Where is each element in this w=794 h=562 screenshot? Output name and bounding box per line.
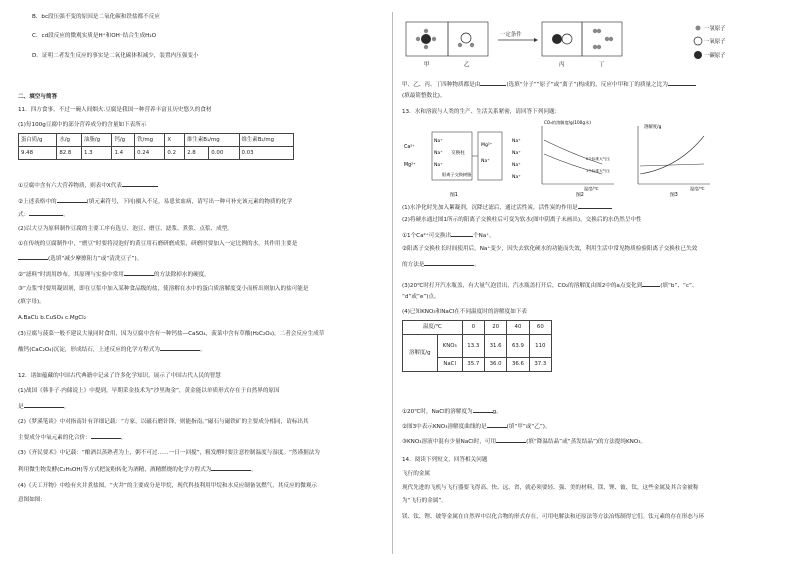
ion-na-out: Na⁺ (481, 159, 490, 164)
table-cell: 0.24 (135, 147, 165, 160)
q13-2: (2)将硬水通过图1所示的阳离子交换柱后可变为软水(图中阴离子未画出)，交换后的水仍然呈中性 (402, 217, 642, 223)
q14-title: 飞行的金属 (402, 471, 430, 477)
table-header-cell: 铁/mg (135, 134, 165, 147)
q12-3-period: 。 (251, 467, 257, 473)
q13-4b-text-b: (填“甲”或“乙”)。 (506, 424, 551, 430)
q13-2c: ②阳离子交换柱长时间使用后，Na⁺变少，因失去软化硬水的功能而失效，利用生活中常见物质检验阳离子交换柱已失效 (402, 246, 698, 252)
legend-oxygen: 一氧原子 (704, 39, 726, 45)
legend-hydrogen-icon (696, 26, 701, 31)
answer-blank[interactable] (29, 210, 63, 216)
answer-blank[interactable] (451, 231, 473, 237)
q11-6-line2 (18, 299, 45, 306)
left-column (18, 0, 384, 562)
oxygen-atom-icon (461, 33, 471, 43)
table-cell: 1.3 (81, 147, 111, 160)
hydrogen-atom-icon (609, 37, 613, 41)
ion-na-out: Na⁺ (512, 151, 521, 156)
fig2-title: CO₂的溶解度/g(100g水) (544, 120, 591, 125)
q13-4: (4)已知KNO₃和NaCl在不同温度时的溶解度如下表 (402, 309, 527, 315)
q11-7-period: 。 (199, 347, 206, 353)
q13-3 (402, 281, 697, 290)
q13-4c-text-b: (填“降温结晶”或“蒸发结晶”)的方法提纯KNO₃。 (526, 439, 647, 445)
q13-2a-text-b: 个Na⁺。 (473, 233, 495, 239)
hydrogen-atom-icon (605, 37, 609, 41)
table-cell: 溶解度/g (403, 335, 438, 372)
table-header-cell: 水/g (57, 134, 82, 147)
q12-2: (2)《梦溪笔谈》中对指南针有详细记载：“方家，以磁石磨针锋，则能指南。”磁石与磁铁矿的主要成分相同，请标出其 (18, 419, 309, 425)
carbon-atom-icon (552, 34, 562, 44)
q11-1-text: ①豆腐中含有六大营养物质，则表中X代表 (18, 183, 122, 189)
answer-blank[interactable] (668, 80, 696, 86)
nutrition-table (18, 133, 294, 160)
hydrogen-atom-icon (432, 37, 436, 41)
answer-blank[interactable] (24, 402, 64, 408)
ion-na: Na⁺ (434, 163, 443, 168)
q12-3: (3)《齐民要术》中记载：“酿酒以蒸熟者为上，粥不可过……一日一回搅”，粗发酵时要注意控制温度与湿度。“然谨据法为 (18, 450, 320, 456)
q11-7-text-b: 酸钙(CaC₂O₄)沉淀，形成结石，上述反应的化学方程式为 (18, 347, 160, 353)
hydrogen-atom-icon (593, 29, 597, 33)
ion-mg: Mg²⁺ (404, 163, 416, 168)
answer-blank[interactable] (160, 345, 200, 351)
answer-blank[interactable] (18, 254, 48, 260)
q11-table-caption: (1)每100g豆腐中的部分营养成分的含量如下表所示 (18, 122, 147, 128)
table-cell: 13.3 (462, 335, 484, 358)
table-header-cell: 蛋白质/g (19, 134, 57, 147)
answer-blank[interactable] (578, 203, 612, 209)
fig3-label: 图3 (670, 193, 678, 198)
table-cell: 35.7 (462, 358, 484, 372)
legend-hydrogen: 一氢原子 (704, 26, 726, 32)
table-cell: 31.6 (484, 335, 506, 358)
q11-5 (18, 270, 210, 279)
label-ding: 丁 (599, 62, 605, 68)
q12-1-line2 (18, 402, 69, 411)
condition-label: 一定条件 (500, 32, 522, 38)
hydrogen-atom-icon (597, 45, 601, 49)
q14-intro: 14．阅读下列短文，回答相关问题 (402, 457, 488, 463)
q13-4c (402, 437, 646, 446)
q12-2-text-b: 主要成分中氧元素的化合价： (18, 435, 91, 441)
q13-2d (402, 260, 480, 269)
answer-blank[interactable] (122, 181, 158, 187)
ion-na: Na⁺ (434, 151, 443, 156)
fig3-xlabel: 温度/℃ (690, 186, 705, 191)
fig1-label: 图1 (450, 193, 458, 198)
ion-mg-out: Mg²⁺ (481, 143, 493, 148)
curve-label-2atm: 2个标准大气压 (586, 157, 610, 161)
curve-label-1atm: 1个标准大气压 (586, 169, 610, 173)
exchange-column-label: 交换柱 (451, 151, 465, 156)
text-b: (选填“分子”“原子”或“离子”)构成的，反应中甲和丁的质量之比为 (506, 82, 668, 88)
q12-intro: 12．诸如蕴藏的中国古代典籍中记录了许多化学知识，展示了中国古代人民的智慧 (18, 373, 221, 379)
q11-2-period: 。 (63, 212, 69, 218)
table-cell: 36.6 (507, 358, 529, 372)
table-header-cell: 维生素B₂/mg (239, 134, 293, 147)
legend-carbon-icon (694, 51, 702, 59)
q14-paragraph-1: 现代先进的飞机与飞行器要飞得高、快、远、省，就必须要轻、强、美的材料，镁、锂、铍、钛，这些金属及其合金被称 (402, 485, 699, 491)
label-jia: 甲 (424, 62, 430, 68)
q13-2a (402, 231, 495, 240)
answer-blank[interactable] (57, 197, 87, 203)
q14-paragraph-1-line2: 为“飞行的金属”。 (402, 498, 447, 504)
q13-4b (402, 422, 551, 431)
q13-2d-text: 的方法是 (402, 262, 425, 268)
table-cell: 0.00 (209, 147, 239, 160)
answer-blank[interactable] (473, 407, 493, 413)
table-cell: 0.2 (165, 147, 185, 160)
right-column (402, 0, 778, 562)
hydrogen-atom-icon (597, 29, 601, 33)
legend-oxygen-icon (694, 37, 702, 45)
q11-2-text: ②上述表格中的 (18, 199, 57, 205)
q13-2d-period: 。 (474, 262, 480, 268)
legend-carbon: 一碳原子 (704, 53, 726, 59)
table-cell: NaCl (437, 358, 462, 372)
answer-blank[interactable] (496, 437, 526, 443)
q13-4b-text: ②图3中表示KNO₃溶解度曲线的是 (402, 424, 487, 430)
q12-1: (1)战国《韩非子·内储说上》中提到，早期采金技术为“沙里淘金”，黄金能以单质形式存在于自然界的原因 (18, 388, 280, 394)
q11-6: ③“点浆”时要用凝固剂，即在豆浆中加入某种食品级的盐，使溶解在水中的蛋白质溶解度变小而析出则加入的盐可能是 (18, 286, 309, 292)
label-bing: 丙 (559, 62, 565, 68)
q11-2-text-b: (填元素符号，下同)摄入不足，易患贫血病，请写出一种可补充该元素的物质的化学 (86, 199, 293, 205)
q13-3-line2: “d”或“e”)点。 (402, 294, 440, 300)
q13-4a-unit: g。 (492, 409, 502, 415)
q11-intro: 11．四方食事，不过一碗人间烟火.豆腐是我国一种营养丰富且历史悠久的食材 (18, 107, 212, 113)
box-ding (582, 22, 622, 56)
carbon-atom-icon (421, 34, 431, 44)
reaction-arrow-head (534, 38, 538, 42)
q13-1 (402, 203, 612, 212)
ion-na-out: Na⁺ (512, 175, 521, 180)
answer-blank[interactable] (480, 80, 506, 86)
q13-4a-text: ①20℃时，NaCl的溶解度为 (402, 409, 473, 415)
q11-7-line2 (18, 345, 206, 354)
q11-5-text: ②“滤料”时需用纱布，其原理与实验中常用 (18, 272, 124, 278)
table-cell: 110 (529, 335, 551, 358)
q11-2-line2 (18, 210, 69, 219)
q13-3-text: (3)20℃时打开汽水瓶盖，有大量气泡冒出，汽水瓶盖打开后，CO₂的溶解度由图2中的a点变化到 (402, 283, 643, 289)
table-cell: 9.48 (19, 147, 57, 160)
fig2-xlabel: 温度/℃ (584, 186, 599, 191)
table-cell: 60 (529, 321, 551, 335)
curve-yi (640, 164, 704, 166)
q13-4c-text: ③KNO₃溶液中混有少量NaCl时，可用 (402, 439, 497, 445)
exchanger-right (478, 132, 502, 180)
q11-6-text-b: (填字母)。 (18, 299, 45, 305)
q13-2a-text: ①1个Ca²⁺可交换出 (402, 233, 452, 239)
q12-4-line2: 意图如图： (18, 497, 46, 503)
table-cell: 1.4 (112, 147, 135, 160)
q11-1 (18, 181, 158, 190)
table-cell: 40 (507, 321, 529, 335)
q11-2 (18, 197, 292, 206)
q11-2-text-c: 式： (18, 212, 30, 218)
q13-figures (402, 118, 778, 200)
q11-4: ①在传统的豆腐制作中，“磨豆”时要将浸泡好的黄豆用石磨研磨成浆，研磨时要加入一定比例的水，其作用主要是 (18, 241, 298, 247)
q11-options: A.BaCl₂ b.CuSO₄ c.MgCl₂ (18, 315, 86, 321)
table-header-cell: 油脂/g (81, 134, 111, 147)
answer-blank[interactable] (487, 422, 507, 428)
ion-na-out: Na⁺ (512, 139, 521, 144)
table-header-cell: X (165, 134, 185, 147)
solubility-table (402, 320, 552, 372)
q14-paragraph-2: 镁、钛、锂、铍等金属在自然界中以化合物的形式存在，可用电解法和还原法等方法冶炼制得它们。钛元素的存在形态与环 (402, 514, 705, 520)
table-row (403, 335, 552, 358)
table-cell: 0 (462, 321, 484, 335)
answer-blank[interactable] (424, 260, 474, 266)
table-row (403, 321, 552, 335)
q11-3: (2)以大豆为原料制作豆腐的主要工序有选豆、泡豆、磨豆、滤浆、煮浆、点浆、成型。 (18, 226, 233, 232)
q13-intro: 13．水和溶液与人类的生产、生活关系紧密，请回答下列问题： (402, 109, 561, 115)
q11-5-text-b: 的方法除掉水的硬度。 (153, 272, 210, 278)
q12-2-line2 (18, 433, 126, 442)
column-divider (392, 12, 393, 554)
table-header-cell: 维生素B₁/mg (185, 134, 239, 147)
fig2-label: 图2 (576, 193, 584, 198)
table-cell: 20 (484, 321, 506, 335)
table-header-row (19, 134, 294, 147)
table-cell: 82.8 (57, 147, 82, 160)
ion-na-out: Na⁺ (512, 163, 521, 168)
answer-blank[interactable] (642, 281, 660, 287)
hydrogen-atom-icon (416, 37, 420, 41)
q11-7: (3)豆腐与菠菜一般不建议大量同时食用，因为豆腐中含有一种钙盐—CaSO₄，菠菜中含有草酸(H₂C₂O₄)，二者会反应生成草 (18, 331, 325, 337)
table-cell: 0.03 (239, 147, 293, 160)
table-cell: 63.9 (507, 335, 529, 358)
text: 甲、乙、丙、丁四种物质都是由 (402, 82, 481, 88)
ion-ca: Ca²⁺ (404, 145, 415, 150)
q11-4-text-b: (选填“减少摩擦阻力”或“清洗豆子”)。 (48, 256, 143, 262)
option-d: D．证明二者发生反应的事实是二氧化碳体积减少，装置内压强变小 (32, 53, 199, 59)
hydrogen-atom-icon (424, 29, 428, 33)
hydrogen-atom-icon (424, 45, 428, 49)
answer-blank[interactable] (124, 270, 154, 276)
q11-4-line2 (18, 254, 142, 263)
option-c: C．cd段反应的微观实质是H⁺和OH⁻结合生成H₂O (32, 33, 157, 39)
table-cell: KNO₃ (437, 335, 462, 358)
q12-1-text-b: 是 (18, 404, 24, 410)
table-header-cell: 钙/g (112, 134, 135, 147)
q12-1-period: 。 (63, 404, 70, 410)
table-cell: 37.3 (529, 358, 551, 372)
option-b: B．bc段压强不变的原因是二氧化碳和铁盐都不反应 (32, 14, 160, 20)
curve-jia (640, 136, 704, 174)
q12-3-text-c: 利用微生物发酵(C₂H₅OH)等方式把淀粉转化为酒精，酒精燃烧的化学方程式为 (18, 467, 212, 473)
q13-3-text-b: (填“b”、“c”、 (660, 283, 698, 289)
table-cell: 温度/℃ (403, 321, 463, 335)
resin-label: 阳离子交换树脂 (442, 172, 472, 177)
hydrogen-atom-icon (470, 43, 474, 47)
section-title: 二、填空与简答 (18, 94, 58, 100)
answer-blank[interactable] (211, 465, 251, 471)
q12-2-period: 。 (120, 435, 127, 441)
answer-blank[interactable] (91, 433, 121, 439)
q13-1-text: (1)水净化时先加入絮凝剂，沉降过滤后，通过活性炭，活性炭的作用是 (402, 205, 578, 211)
reaction-diagram (402, 16, 778, 72)
table-cell: 2.8 (185, 147, 209, 160)
table-value-row (19, 147, 294, 160)
hydrogen-atom-icon (458, 43, 462, 47)
q12-4-answer-line2: (填最简整数比)。 (402, 93, 446, 99)
oxygen-atom-icon (562, 34, 572, 44)
fig3-title: 溶解度/g (644, 125, 662, 130)
hydrogen-atom-icon (593, 45, 597, 49)
q12-4: (4)《天工开物》中绘有火井煮盐图。“火井”的主要成分是甲烷，现代科技利用甲烷和水反应制备氢燃气，其反应的微观示 (18, 483, 318, 489)
label-yi: 乙 (464, 62, 470, 68)
q13-4a (402, 407, 502, 416)
table-cell: 36.0 (484, 358, 506, 372)
q12-4-answer-line (402, 80, 696, 89)
ion-na: Na⁺ (434, 139, 443, 144)
q12-3-line2 (18, 465, 257, 474)
